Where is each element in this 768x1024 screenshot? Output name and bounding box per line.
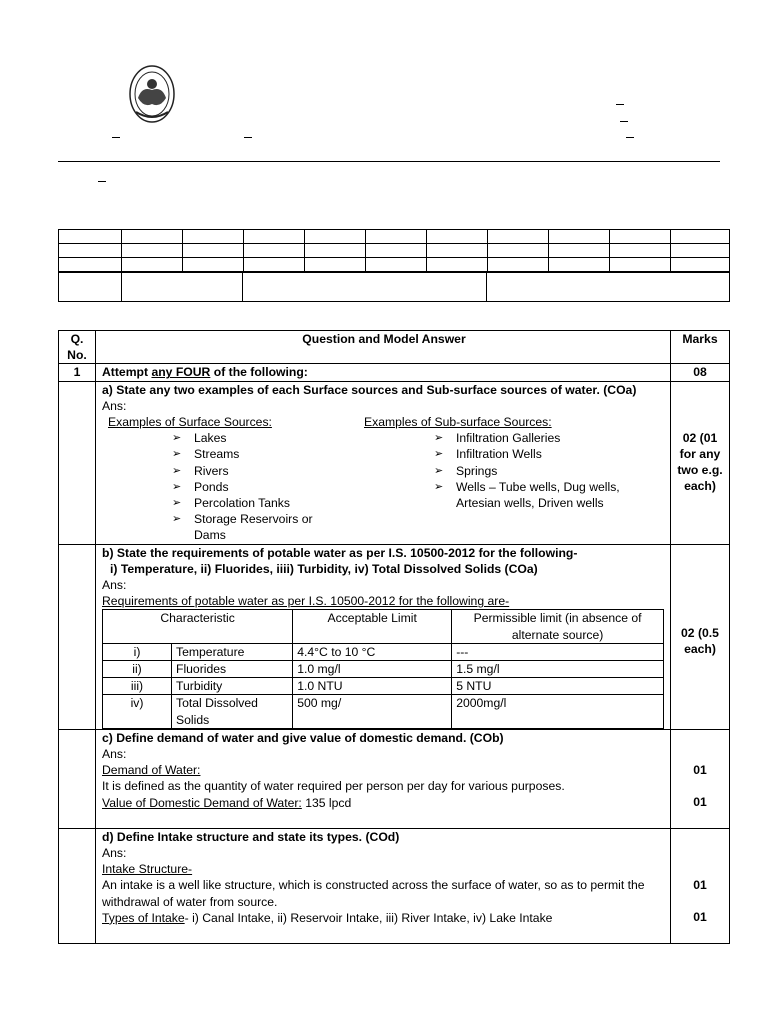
permissible-header: Permissible limit (in absence of alternate source) — [452, 610, 664, 643]
surface-list — [102, 430, 364, 543]
question-b-marks: 02 (0.5 each) — [681, 625, 719, 656]
requirements-heading: Requirements of potable water as per I.S. 10500-2012 for the following are- — [102, 594, 510, 609]
question-answer-table — [58, 330, 730, 944]
question-b-text-line1: b) State the requirements of potable water as per I.S. 10500-2012 for the following- — [102, 545, 578, 560]
potable-table-header — [103, 610, 664, 643]
domestic-demand-label: Value of Domestic Demand of Water: — [102, 795, 302, 810]
question-b-text-line2: i) Temperature, ii) Fluorides, iiii) Turbidity, iv) Total Dissolved Solids (COa) — [110, 561, 538, 576]
demand-definition: It is defined as the quantity of water required per person per day for various purposes. — [102, 779, 565, 794]
qa-row — [59, 381, 730, 544]
header-dash — [98, 181, 106, 182]
q1-number: 1 — [59, 364, 96, 381]
question-c-text: c) Define demand of water and give value of domestic demand. (COb) — [102, 730, 504, 745]
intake-types-text: - i) Canal Intake, ii) Reservoir Intake, iii) River Intake, iv) Lake Intake — [184, 910, 553, 925]
acceptable-header: Acceptable Limit — [293, 610, 452, 643]
institution-seal-logo — [128, 64, 176, 128]
q1-marks: 08 — [671, 364, 730, 381]
answer-label: Ans: — [102, 578, 127, 593]
list-item: ➢ Rivers — [172, 463, 364, 479]
question-a-text: a) State any two examples of each Surface sources and Sub-surface sources of water. (COa) — [102, 382, 637, 397]
question-d — [96, 828, 671, 943]
list-item: ➢ Streams — [172, 446, 364, 462]
question-d-marks-1: 01 — [693, 877, 707, 892]
answer-label: Ans: — [102, 398, 127, 413]
list-item: ➢ Lakes — [172, 430, 364, 446]
subsurface-sources — [364, 414, 664, 544]
intake-types-label: Types of Intake — [102, 910, 185, 925]
qb-row — [59, 544, 730, 729]
question-d-marks-2: 01 — [693, 910, 707, 925]
table-row: iv) Total Dissolved Solids 500 mg/ 2000mg/l — [103, 695, 664, 728]
demand-heading: Demand of Water: — [102, 763, 201, 778]
intake-heading: Intake Structure- — [102, 862, 193, 877]
domestic-demand-value: 135 lpcd — [301, 795, 352, 810]
question-c-marks-2: 01 — [693, 795, 707, 810]
header-dash — [616, 104, 624, 105]
list-item: ➢ Infiltration Wells — [434, 446, 664, 462]
header-dash — [626, 137, 634, 138]
table-row: ii) Fluorides 1.0 mg/l 1.5 mg/l — [103, 661, 664, 678]
header-dash — [112, 137, 120, 138]
table-row: iii) Turbidity 1.0 NTU 5 NTU — [103, 678, 664, 695]
answer-label: Ans: — [102, 846, 127, 861]
subsurface-list — [364, 430, 664, 511]
intake-definition: An intake is a well like structure, which is constructed across the surface of water, so as to permit the withdrawal of water from source. — [102, 878, 645, 909]
header-rule — [58, 161, 720, 162]
q1-instruction: Attempt any FOUR of the following: — [96, 364, 671, 381]
qa-header: Question and Model Answer — [96, 331, 671, 364]
answer-label: Ans: — [102, 747, 127, 762]
table-row: i) Temperature 4.4°C to 10 °C --- — [103, 643, 664, 660]
empty-summary-grid — [58, 272, 730, 302]
question-a-marks: 02 (01 for any two e.g. each) — [677, 430, 723, 494]
question-d-text: d) Define Intake structure and state its types. (COd) — [102, 829, 400, 844]
surface-heading: Examples of Surface Sources: — [108, 415, 272, 430]
list-item: ➢ Springs — [434, 463, 664, 479]
question-c-marks-1: 01 — [693, 762, 707, 777]
qno-header: Q. No. — [59, 331, 96, 364]
question-c — [96, 729, 671, 828]
marks-header: Marks — [671, 331, 730, 364]
header-dash — [244, 137, 252, 138]
question-a — [96, 381, 671, 544]
potable-water-table — [102, 609, 664, 728]
list-item: ➢ Ponds — [172, 479, 364, 495]
qc-row — [59, 729, 730, 828]
list-item: ➢ Storage Reservoirs or Dams — [172, 511, 324, 543]
qd-row — [59, 828, 730, 943]
subsurface-heading: Examples of Sub-surface Sources: — [364, 415, 552, 430]
surface-sources — [102, 414, 364, 544]
table-header-row — [59, 331, 730, 364]
characteristic-header: Characteristic — [103, 610, 293, 643]
question-b — [96, 544, 671, 729]
header-dash — [620, 121, 628, 122]
list-item: ➢ Infiltration Galleries — [434, 430, 664, 446]
list-item: ➢ Percolation Tanks — [172, 495, 364, 511]
empty-marks-grid — [58, 229, 730, 272]
list-item: ➢ Wells – Tube wells, Dug wells, Artesian wells, Driven wells — [434, 479, 641, 511]
q1-row — [59, 364, 730, 381]
